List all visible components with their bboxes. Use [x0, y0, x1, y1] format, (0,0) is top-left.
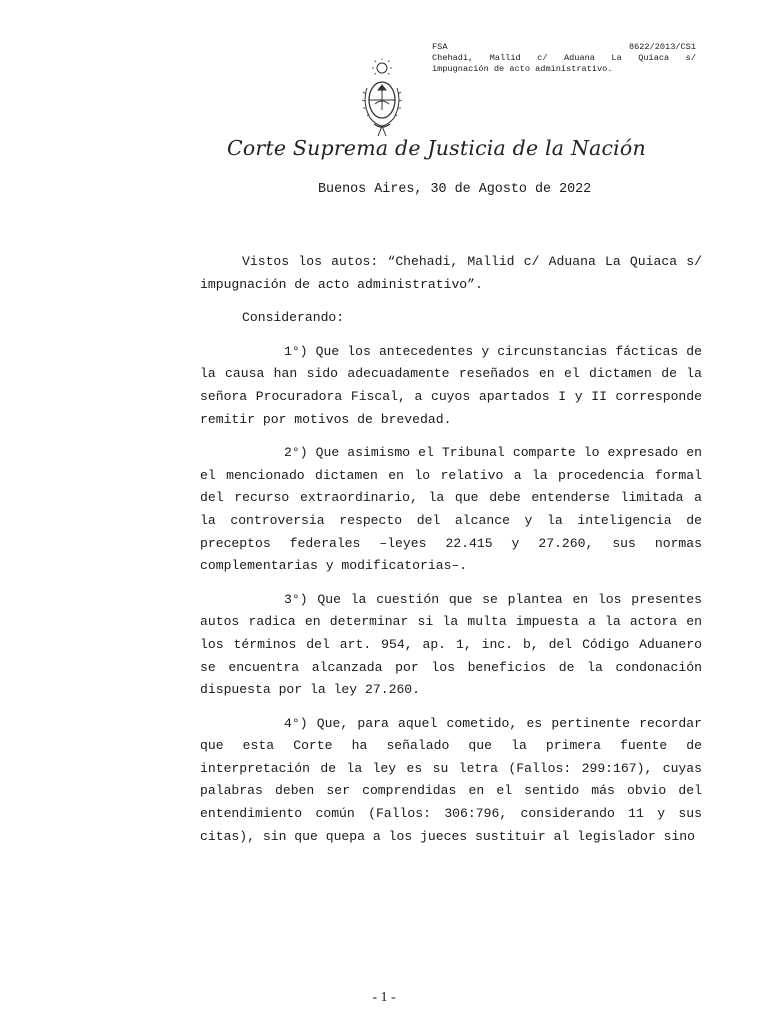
case-number: FSA 8622/2013/CS1	[432, 42, 696, 52]
argentine-coat-of-arms-icon	[358, 58, 406, 140]
paragraph-2: 2°) Que asimismo el Tribunal comparte lo expresado en el mencionado dictamen en lo relativo a la procedencia formal del recurso extraordinario, la que debe entenderse limitada a la controversia respecto del alcance y la inteligencia de preceptos federales –leyes 22.415 y 27.260, sus normas complementarias y modificatorias–.	[200, 445, 702, 574]
document-date: Buenos Aires, 30 de Agosto de 2022	[318, 182, 592, 197]
case-title-line-2: impugnación de acto administrativo.	[432, 64, 613, 74]
case-title-line-1: Chehadi, Mallid c/ Aduana La Quiaca s/	[432, 53, 696, 63]
court-name: Corte Suprema de Justicia de la Nación	[227, 136, 646, 160]
ruling-body	[200, 251, 702, 859]
page-number: - 1 -	[372, 990, 396, 1005]
paragraph-4: 4°) Que, para aquel cometido, es pertinente recordar que esta Corte ha señalado que la primera fuente de interpretación de la ley es su letra (Fallos: 299:167), cuyas palabras deben ser comprendidas en el sentido más obvio del entendimiento común (Fallos: 306:796, considerando 11 y sus citas), sin que quepa a los jueces sustituir al legislador sino	[200, 715, 702, 844]
vistos-paragraph: Vistos los autos: “Chehadi, Mallid c/ Aduana La Quiaca s/ impugnación de acto administrativo”.	[200, 254, 702, 292]
considerando-heading: Considerando:	[242, 310, 345, 326]
paragraph-3: 3°) Que la cuestión que se plantea en los presentes autos radica en determinar si la multa impuesta a la actora en los términos del art. 954, ap. 1, inc. b, del Código Aduanero se encuentra alcanzada por los beneficios de la condonación dispuesta por la ley 27.260.	[200, 591, 702, 698]
case-header	[432, 42, 696, 75]
paragraph-1: 1°) Que los antecedentes y circunstancias fácticas de la causa han sido adecuadamente reseñados en el dictamen de la señora Procuradora Fiscal, a cuyos apartados I y II corresponde remitir por motivos de brevedad.	[200, 343, 702, 427]
